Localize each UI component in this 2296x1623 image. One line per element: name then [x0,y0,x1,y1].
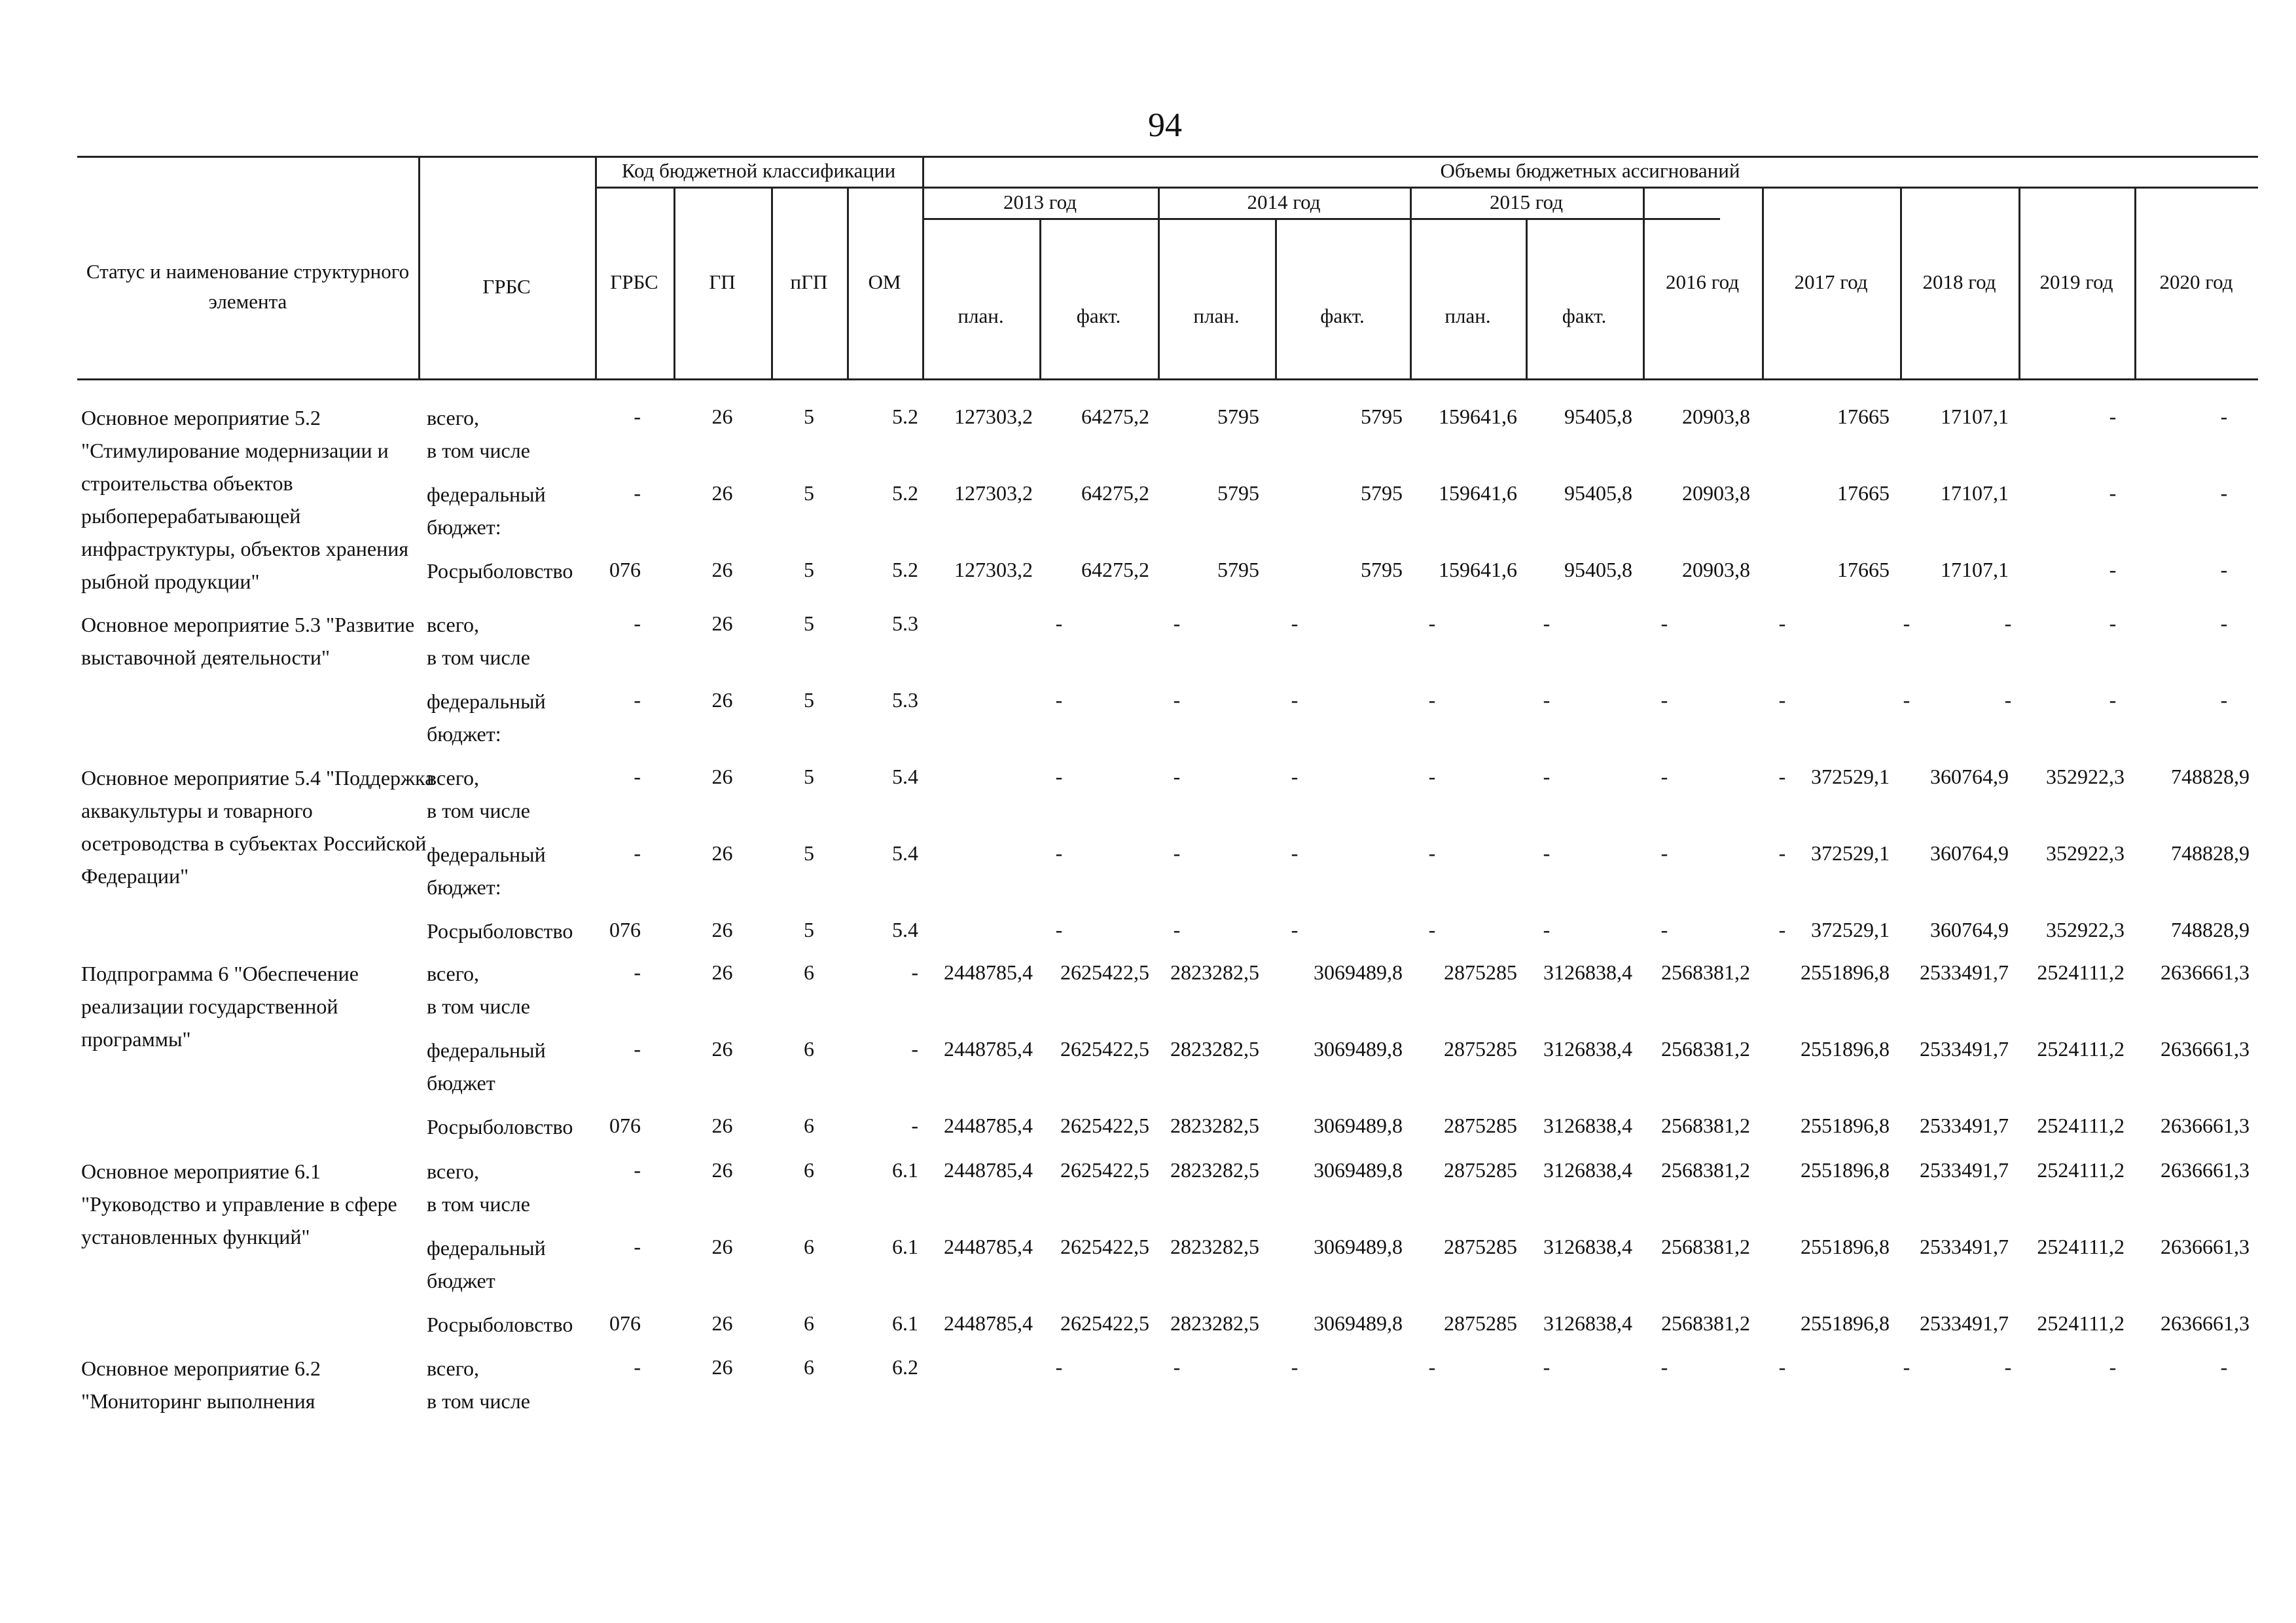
value-cell: 2636661,3 [2161,1037,2250,1061]
value-cell: - [1778,918,1786,941]
value-cell: 2636661,3 [2161,1114,2250,1137]
value-cell: 3126838,4 [1543,1235,1632,1258]
value-cell: 2551896,8 [1801,1235,1890,1258]
header-code-pgp: пГП [790,270,828,294]
value-cell: 2533491,7 [1920,1311,2009,1335]
value-cell: 127303,2 [954,481,1033,505]
value-cell: - [2220,405,2228,428]
row-label: всего, в том числе [427,962,530,1018]
code-pgp: 5 [804,405,814,428]
code-om: 6.2 [892,1355,918,1379]
value-cell: - [1173,765,1181,788]
code-gp: 26 [711,558,733,581]
value-cell: 3126838,4 [1543,1037,1632,1061]
value-cell: 2625422,5 [1060,1114,1149,1137]
value-cell: - [1173,688,1181,712]
code-om: 5.3 [892,688,918,712]
code-pgp: 5 [804,918,814,941]
code-pgp: 5 [804,841,814,865]
value-cell: 2568381,2 [1661,1114,1750,1137]
value-cell: 2524111,2 [2037,1114,2125,1137]
value-cell: - [1291,1355,1299,1379]
value-cell: 2551896,8 [1801,1311,1890,1335]
value-cell: - [2109,558,2117,581]
value-cell: - [1778,611,1786,635]
header-2020: 2020 год [2159,270,2233,294]
code-om: - [911,1037,918,1061]
value-cell: 159641,6 [1439,558,1517,581]
value-cell: - [1543,1355,1551,1379]
code-grbs: - [634,611,641,635]
row-label: всего, в том числе [427,613,530,669]
value-cell: - [1291,841,1299,865]
row-label: федеральный бюджет: [427,843,546,899]
code-gp: 26 [711,688,733,712]
value-cell: 3069489,8 [1314,1311,1403,1335]
code-om: 5.4 [892,765,918,788]
header-2014-fact: факт. [1320,304,1365,327]
value-cell: - [1903,688,1910,712]
value-cell: - [1055,611,1063,635]
value-cell: - [1173,841,1181,865]
value-cell: - [1291,918,1299,941]
code-gp: 26 [711,1037,733,1061]
value-cell: - [2220,688,2228,712]
value-cell: 2524111,2 [2037,960,2125,984]
header-2013-plan: план. [958,304,1004,327]
header-grbs: ГРБС [482,274,531,298]
header-2016: 2016 год [1665,270,1740,294]
value-cell: - [1778,688,1786,712]
code-gp: 26 [711,1235,733,1258]
value-cell: - [1055,1355,1063,1379]
value-cell: 2448785,4 [944,1114,1033,1137]
value-cell: 2448785,4 [944,960,1033,984]
code-pgp: 6 [804,1311,814,1335]
element-name: Основное мероприятие 5.2 "Стимулирование модернизации и строительства объектов рыбоперерабатывающей инфраструктуры, объектов хранения рыбной продукции" [81,406,409,593]
value-cell: - [1778,765,1786,788]
value-cell: 352922,3 [2046,841,2125,865]
value-cell: 3069489,8 [1314,1114,1403,1137]
row-label: Росрыболовство [427,559,573,583]
header-volume-group: Объемы бюджетных ассигнований [1440,159,1740,183]
code-gp: 26 [711,960,733,984]
row-label: Росрыболовство [427,1115,573,1139]
value-cell: 127303,2 [954,558,1033,581]
header-status: Статус и наименование структурного элемента [86,259,410,313]
value-cell: - [1660,611,1668,635]
code-pgp: 6 [804,1235,814,1258]
value-cell: 2551896,8 [1801,960,1890,984]
value-cell: 2533491,7 [1920,1158,2009,1182]
row-label: всего, в том числе [427,406,530,462]
header-code-om: ОМ [868,270,901,294]
value-cell: - [1778,1355,1786,1379]
code-gp: 26 [711,1158,733,1182]
value-cell: 3126838,4 [1543,1114,1632,1137]
value-cell: 64275,2 [1081,481,1149,505]
value-cell: 5795 [1217,405,1259,428]
value-cell: - [2109,481,2117,505]
value-cell: 352922,3 [2046,765,2125,788]
value-cell: - [1543,765,1551,788]
value-cell: 5795 [1217,558,1259,581]
value-cell: - [2004,611,2012,635]
element-name: Основное мероприятие 5.3 "Развитие выставочной деятельности" [81,613,415,669]
value-cell: - [2220,1355,2228,1379]
header-2018: 2018 год [1922,270,1996,294]
value-cell: 2875285 [1444,1114,1517,1137]
value-cell: 2448785,4 [944,1311,1033,1335]
header-year-2014: 2014 год [1247,190,1321,213]
header-2015-plan: план. [1444,304,1491,327]
code-gp: 26 [711,1114,733,1137]
value-cell: 2625422,5 [1060,960,1149,984]
code-om: 6.1 [892,1235,918,1258]
header-code-grbs: ГРБС [610,270,658,294]
row-label: федеральный бюджет [427,1236,546,1292]
value-cell: 2636661,3 [2161,1235,2250,1258]
code-om: 5.4 [892,841,918,865]
code-pgp: 5 [804,688,814,712]
value-cell: - [1291,765,1299,788]
value-cell: 5795 [1361,558,1403,581]
value-cell: 2823282,5 [1170,1311,1259,1335]
code-pgp: 6 [804,960,814,984]
code-grbs: - [634,1158,641,1182]
code-pgp: 5 [804,611,814,635]
value-cell: - [1428,918,1436,941]
value-cell: 2636661,3 [2161,1158,2250,1182]
value-cell: 2533491,7 [1920,1037,2009,1061]
value-cell: - [1173,611,1181,635]
value-cell: 2636661,3 [2161,960,2250,984]
value-cell: - [1291,688,1299,712]
value-cell: 2875285 [1444,1235,1517,1258]
header-code-gp: ГП [709,270,736,294]
code-gp: 26 [711,765,733,788]
table-header [77,156,2258,381]
value-cell: 17107,1 [1941,481,2009,505]
code-pgp: 6 [804,1037,814,1061]
header-2017: 2017 год [1794,270,1868,294]
code-grbs: - [634,1235,641,1258]
code-pgp: 5 [804,558,814,581]
value-cell: 372529,1 [1811,918,1890,941]
value-cell: - [1291,611,1299,635]
value-cell: 2551896,8 [1801,1037,1890,1061]
code-grbs: - [634,1355,641,1379]
code-pgp: 5 [804,481,814,505]
code-pgp: 6 [804,1355,814,1379]
value-cell: 2551896,8 [1801,1158,1890,1182]
value-cell: 2823282,5 [1170,1235,1259,1258]
code-om: 6.1 [892,1311,918,1335]
value-cell: 159641,6 [1439,481,1517,505]
value-cell: 2524111,2 [2037,1158,2125,1182]
value-cell: 127303,2 [954,405,1033,428]
value-cell: 20903,8 [1682,405,1750,428]
value-cell: - [1428,688,1436,712]
value-cell: - [2109,405,2117,428]
code-om: 5.2 [892,481,918,505]
value-cell: 3069489,8 [1314,1235,1403,1258]
code-grbs: 076 [609,1311,641,1335]
value-cell: 360764,9 [1930,918,2009,941]
code-grbs: - [634,960,641,984]
code-gp: 26 [711,1355,733,1379]
value-cell: 3069489,8 [1314,1158,1403,1182]
value-cell: 2524111,2 [2037,1311,2125,1335]
value-cell: - [2109,1355,2117,1379]
value-cell: 3126838,4 [1543,1311,1632,1335]
value-cell: - [1903,611,1910,635]
row-label: федеральный бюджет [427,1038,546,1095]
value-cell: 2625422,5 [1060,1235,1149,1258]
value-cell: - [2220,481,2228,505]
code-grbs: 076 [609,918,641,941]
value-cell: 372529,1 [1811,765,1890,788]
code-om: 5.3 [892,611,918,635]
value-cell: 2568381,2 [1661,1235,1750,1258]
value-cell: 2448785,4 [944,1158,1033,1182]
code-grbs: - [634,405,641,428]
value-cell: 2533491,7 [1920,960,2009,984]
page-number: 94 [1148,107,1182,144]
value-cell: - [2109,611,2117,635]
element-name: Подпрограмма 6 "Обеспечение реализации государственной программы" [81,962,359,1051]
value-cell: 20903,8 [1682,481,1750,505]
value-cell: 2524111,2 [2037,1235,2125,1258]
value-cell: 2625422,5 [1060,1311,1149,1335]
code-pgp: 6 [804,1114,814,1137]
row-label: федеральный бюджет: [427,483,546,539]
value-cell: 2875285 [1444,1037,1517,1061]
value-cell: - [1055,918,1063,941]
code-om: 6.1 [892,1158,918,1182]
value-cell: - [2220,558,2228,581]
value-cell: 95405,8 [1564,481,1632,505]
code-gp: 26 [711,611,733,635]
value-cell: 17665 [1837,405,1890,428]
value-cell: - [1543,688,1551,712]
value-cell: 20903,8 [1682,558,1750,581]
element-name: Основное мероприятие 6.2 "Мониторинг выполнения [81,1357,321,1413]
value-cell: - [1428,611,1436,635]
value-cell: 2636661,3 [2161,1311,2250,1335]
row-label: всего, в том числе [427,766,530,822]
header-code-group: Код бюджетной классификации [621,159,896,183]
code-grbs: - [634,1037,641,1061]
header-2019: 2019 год [2039,270,2113,294]
value-cell: 2568381,2 [1661,960,1750,984]
value-cell: 2625422,5 [1060,1037,1149,1061]
value-cell: 360764,9 [1930,841,2009,865]
value-cell: 360764,9 [1930,765,2009,788]
value-cell: 2524111,2 [2037,1037,2125,1061]
code-grbs: - [634,688,641,712]
code-grbs: - [634,765,641,788]
value-cell: 2568381,2 [1661,1037,1750,1061]
value-cell: - [1778,841,1786,865]
value-cell: 17665 [1837,558,1890,581]
value-cell: - [1660,765,1668,788]
header-2013-fact: факт. [1076,304,1121,327]
value-cell: 2448785,4 [944,1235,1033,1258]
value-cell: 159641,6 [1439,405,1517,428]
value-cell: 2875285 [1444,960,1517,984]
header-2015-fact: факт. [1562,304,1607,327]
element-name: Основное мероприятие 6.1 "Руководство и управление в сфере установленных функций" [81,1159,397,1249]
value-cell: - [2004,1355,2012,1379]
code-pgp: 6 [804,1158,814,1182]
code-grbs: - [634,841,641,865]
value-cell: 352922,3 [2046,918,2125,941]
header-2014-plan: план. [1193,304,1240,327]
value-cell: - [1660,688,1668,712]
value-cell: - [1543,841,1551,865]
value-cell: 2448785,4 [944,1037,1033,1061]
row-label: федеральный бюджет: [427,689,546,746]
value-cell: 3069489,8 [1314,960,1403,984]
value-cell: 2875285 [1444,1158,1517,1182]
value-cell: 2551896,8 [1801,1114,1890,1137]
value-cell: 2533491,7 [1920,1114,2009,1137]
element-name: Основное мероприятие 5.4 "Поддержка аквакультуры и товарного осетроводства в субъектах Российской Федерации" [81,766,435,888]
code-om: - [911,960,918,984]
value-cell: 748828,9 [2171,918,2250,941]
value-cell: - [1428,841,1436,865]
value-cell: 2823282,5 [1170,1158,1259,1182]
value-cell: - [1428,765,1436,788]
value-cell: - [1173,918,1181,941]
row-label: Росрыболовство [427,1313,573,1336]
value-cell: 3126838,4 [1543,1158,1632,1182]
code-pgp: 5 [804,765,814,788]
code-grbs: 076 [609,558,641,581]
row-label: всего, в том числе [427,1357,530,1413]
value-cell: 64275,2 [1081,558,1149,581]
code-om: 5.2 [892,558,918,581]
value-cell: 2568381,2 [1661,1311,1750,1335]
value-cell: - [1543,918,1551,941]
header-year-2015: 2015 год [1489,190,1564,213]
value-cell: - [1055,841,1063,865]
value-cell: - [1055,765,1063,788]
row-label: Росрыболовство [427,919,573,943]
code-grbs: 076 [609,1114,641,1137]
code-gp: 26 [711,1311,733,1335]
value-cell: - [1660,841,1668,865]
value-cell: 17107,1 [1941,558,2009,581]
value-cell: - [2004,688,2012,712]
value-cell: - [1660,918,1668,941]
value-cell: - [2109,688,2117,712]
value-cell: 5795 [1361,405,1403,428]
value-cell: 2568381,2 [1661,1158,1750,1182]
value-cell: 17665 [1837,481,1890,505]
value-cell: 2875285 [1444,1311,1517,1335]
code-gp: 26 [711,918,733,941]
value-cell: 3126838,4 [1543,960,1632,984]
value-cell: 95405,8 [1564,405,1632,428]
row-label: всего, в том числе [427,1159,530,1216]
header-year-2013: 2013 год [1003,190,1077,213]
code-om: - [911,1114,918,1137]
code-gp: 26 [711,841,733,865]
code-gp: 26 [711,481,733,505]
budget-table [77,156,2258,1413]
value-cell: - [1055,688,1063,712]
value-cell: 17107,1 [1941,405,2009,428]
value-cell: 3069489,8 [1314,1037,1403,1061]
code-gp: 26 [711,405,733,428]
value-cell: 64275,2 [1081,405,1149,428]
value-cell: 5795 [1217,481,1259,505]
value-cell: 748828,9 [2171,841,2250,865]
value-cell: 748828,9 [2171,765,2250,788]
value-cell: - [1543,611,1551,635]
code-grbs: - [634,481,641,505]
value-cell: 2625422,5 [1060,1158,1149,1182]
code-om: 5.2 [892,405,918,428]
code-om: 5.4 [892,918,918,941]
value-cell: 2823282,5 [1170,1037,1259,1061]
value-cell: - [2220,611,2228,635]
value-cell: 5795 [1361,481,1403,505]
value-cell: 2823282,5 [1170,960,1259,984]
value-cell: 95405,8 [1564,558,1632,581]
value-cell: - [1903,1355,1910,1379]
value-cell: 2823282,5 [1170,1114,1259,1137]
value-cell: - [1660,1355,1668,1379]
value-cell: 2533491,7 [1920,1235,2009,1258]
value-cell: 372529,1 [1811,841,1890,865]
value-cell: - [1173,1355,1181,1379]
value-cell: - [1428,1355,1436,1379]
